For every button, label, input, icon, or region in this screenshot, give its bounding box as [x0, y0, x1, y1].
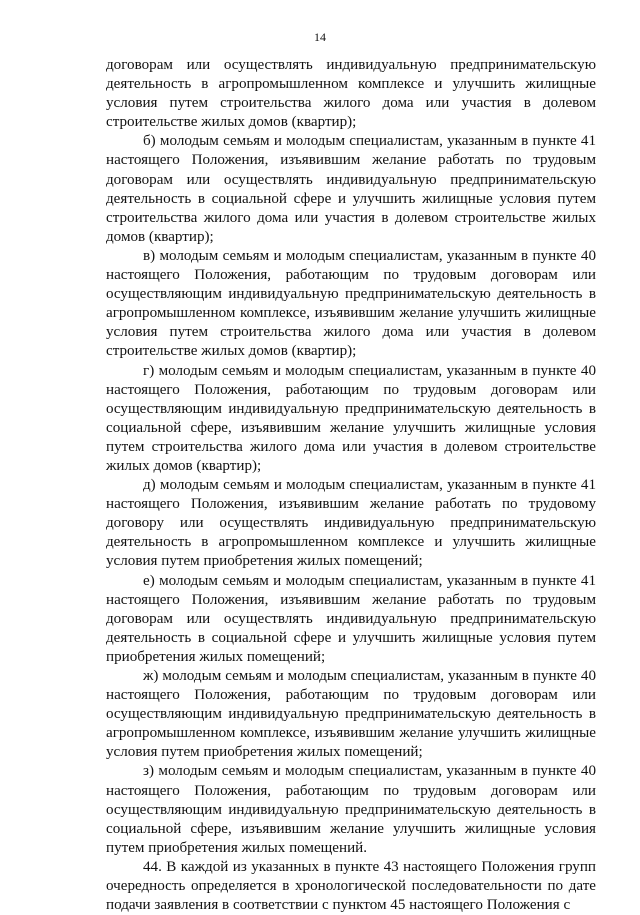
paragraph-item-z: з) молодым семьям и молодым специалистам, указанным в пункте 40 настоящего Положения, работающим по трудовым договорам или осуществляющим индивидуальную предпринимательскую деятельность в социальной сфере, изъявившим желание улучшить жилищные условия путем приобретения жилых помещений.: [106, 763, 596, 856]
paragraph-item-zh: ж) молодым семьям и молодым специалистам, указанным в пункте 40 настоящего Положения, работающим по трудовым договорам или осуществляющим индивидуальную предпринимательскую деятельность в агропромышленном комплексе, изъявившим желание улучшить жилищные условия путем приобретения жилых помещений;: [106, 668, 596, 761]
document-body: [106, 56, 596, 915]
paragraph-item-e: е) молодым семьям и молодым специалистам, указанным в пункте 41 настоящего Положения, изъявившим желание работать по трудовым договорам или осуществлять индивидуальную предпринимательскую деятельность в социальной сфере и улучшить жилищные условия путем приобретения жилых помещений;: [106, 572, 596, 665]
paragraph-item-b: б) молодым семьям и молодым специалистам, указанным в пункте 41 настоящего Положения, изъявившим желание работать по трудовым договорам или осуществлять индивидуальную предпринимательскую деятельность в социальной сфере и улучшить жилищные условия путем строительства жилого дома или участия в долевом строительстве жилых домов (квартир);: [106, 133, 596, 245]
paragraph-section-44: 44. В каждой из указанных в пункте 43 настоящего Положения групп очередность определяется в хронологической последовательности по дате подачи заявления в соответствии с пунктом 45 настоящего Положения с: [106, 858, 596, 914]
paragraph-item-v: в) молодым семьям и молодым специалистам, указанным в пункте 40 настоящего Положения, работающим по трудовым договорам или осуществляющим индивидуальную предпринимательскую деятельность в агропромышленном комплексе, изъявившим желание улучшить жилищные условия путем строительства жилого дома или участия в долевом строительстве жилых домов (квартир);: [106, 247, 596, 360]
paragraph-item-g: г) молодым семьям и молодым специалистам, указанным в пункте 40 настоящего Положения, работающим по трудовым договорам или осуществляющим индивидуальную предпринимательскую деятельность в социальной сфере, изъявившим желание улучшить жилищные условия путем строительства жилого дома или участия в долевом строительстве жилых домов (квартир);: [106, 362, 596, 474]
paragraph-item-d: д) молодым семьям и молодым специалистам, указанным в пункте 41 настоящего Положения, изъявившим желание работать по трудовому договору или осуществлять индивидуальную предпринимательскую деятельность в агропромышленном комплексе и улучшить жилищные условия путем приобретения жилых помещений;: [106, 477, 596, 570]
paragraph-continuation: договорам или осуществлять индивидуальную предпринимательскую деятельность в агропромышленном комплексе и улучшить жилищные условия путем строительства жилого дома или участия в долевом строительстве жилых домов (квартир);: [106, 57, 596, 131]
page-number: 14: [314, 30, 326, 44]
